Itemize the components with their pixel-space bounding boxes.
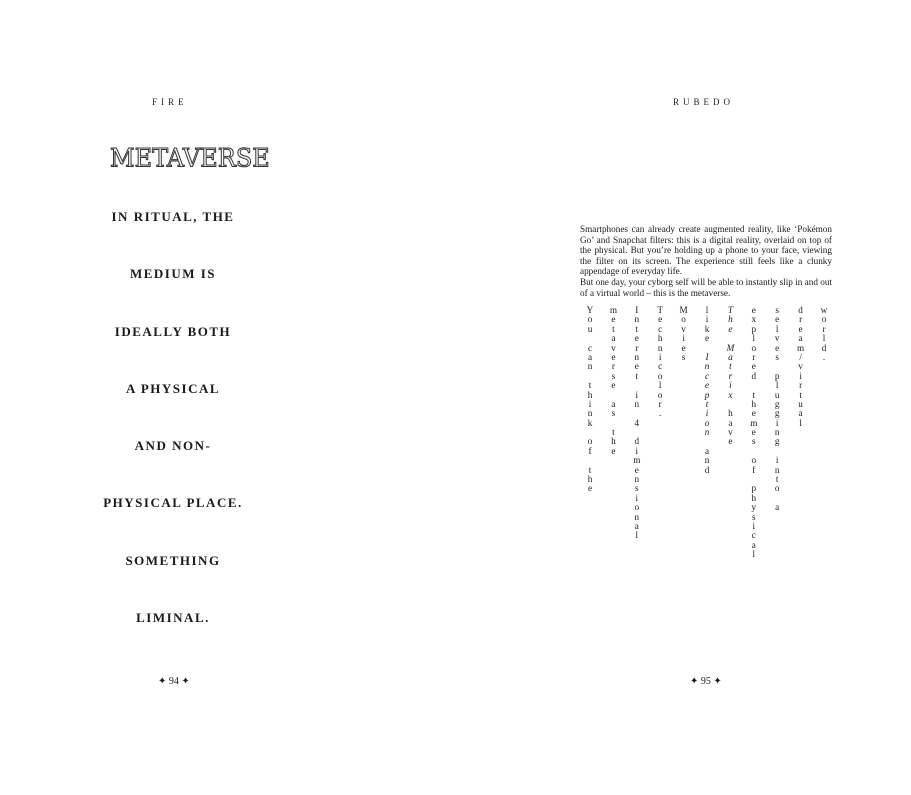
vertical-letter: s xyxy=(775,351,779,362)
vertical-letter: I xyxy=(635,305,639,315)
vertical-letter: h xyxy=(728,408,733,419)
vertical-letter: o xyxy=(634,502,640,513)
body-text xyxy=(580,224,832,298)
vertical-word xyxy=(771,456,783,494)
vertical-letter: I xyxy=(705,351,709,362)
vertical-letter: a xyxy=(798,408,803,419)
verse-line: IN RITUAL, THE xyxy=(111,209,235,224)
vertical-letter: i xyxy=(705,408,709,419)
vertical-letter: t xyxy=(635,370,639,381)
chapter-title: METAVERSE xyxy=(110,143,270,173)
vertical-letter: e xyxy=(634,361,639,372)
verse-line: MEDIUM IS xyxy=(129,266,217,282)
vertical-letter: a xyxy=(634,520,639,531)
vertical-word xyxy=(701,447,713,475)
vertical-word xyxy=(795,306,807,428)
vertical-word xyxy=(631,437,643,540)
vertical-letter: M xyxy=(679,305,688,315)
vertical-letter: o xyxy=(587,314,593,325)
vertical-column xyxy=(724,306,736,447)
vertical-column xyxy=(795,306,807,428)
vertical-column xyxy=(701,306,713,475)
vertical-letter: t xyxy=(775,474,779,485)
vertical-letter: n xyxy=(634,474,640,485)
vertical-letter: l xyxy=(752,549,756,560)
vertical-word xyxy=(771,503,783,512)
vertical-letter: o xyxy=(681,314,686,325)
vertical-letter: a xyxy=(587,351,593,362)
vertical-letter: a xyxy=(728,417,733,428)
vertical-word xyxy=(771,372,783,447)
vertical-letter: c xyxy=(658,323,663,334)
vertical-letter: u xyxy=(774,389,780,400)
vertical-letter: e xyxy=(704,380,710,391)
vertical-letter: t xyxy=(588,464,592,475)
vertical-letter: l xyxy=(775,323,779,334)
vertical-letter: h xyxy=(587,389,593,400)
vertical-letter: m xyxy=(797,342,805,353)
vertical-letter: k xyxy=(587,417,593,428)
vertical-column xyxy=(654,306,666,419)
vertical-letter: h xyxy=(751,398,757,409)
vertical-letter: d xyxy=(751,370,757,381)
vertical-letter: t xyxy=(752,389,756,400)
vertical-letter: e xyxy=(798,323,803,334)
vertical-letter: a xyxy=(798,333,803,344)
vertical-letter: v xyxy=(681,323,686,334)
vertical-word xyxy=(584,437,596,456)
vertical-letter: l xyxy=(752,333,756,344)
vertical-letter: u xyxy=(798,398,803,409)
vertical-letter: c xyxy=(658,361,663,372)
verse-line: A PHYSICAL xyxy=(125,380,221,396)
vertical-column xyxy=(678,306,690,362)
vertical-word xyxy=(748,484,760,559)
verse-line: LIMINAL. xyxy=(136,610,210,626)
vertical-letter: n xyxy=(634,398,640,409)
vertical-letter: a xyxy=(775,502,780,513)
vertical-letter: e xyxy=(634,333,639,344)
vertical-letter: a xyxy=(704,445,710,456)
vertical-letter: t xyxy=(588,380,592,391)
vertical-letter: x xyxy=(751,314,757,325)
vertical-word xyxy=(631,419,643,428)
vertical-letter: t xyxy=(635,323,639,334)
vertical-letter: e xyxy=(587,483,593,494)
vertical-letter: i xyxy=(799,370,802,381)
vertical-letter: t xyxy=(705,398,709,409)
vertical-letter: t xyxy=(799,389,802,400)
vertical-word xyxy=(607,428,619,456)
vertical-letter: w xyxy=(820,305,828,315)
vertical-word xyxy=(631,391,643,410)
vertical-letter: f xyxy=(752,464,756,475)
vertical-letter: i xyxy=(729,380,732,391)
vertical-word xyxy=(631,306,643,381)
vertical-column xyxy=(584,306,596,494)
vertical-letter: v xyxy=(611,342,616,353)
vertical-letter: a xyxy=(611,333,616,344)
vertical-word xyxy=(724,344,736,400)
vertical-letter: l xyxy=(635,530,639,541)
vertical-letter: h xyxy=(587,474,593,485)
vertical-letter: m xyxy=(750,417,758,428)
vertical-letter: p xyxy=(704,389,710,400)
vertical-letter: n xyxy=(634,314,640,325)
vertical-word xyxy=(654,306,666,419)
vertical-word xyxy=(607,400,619,419)
vertical-letter: u xyxy=(587,323,593,334)
vertical-word xyxy=(678,306,690,362)
vertical-letter: s xyxy=(752,511,756,522)
vertical-word xyxy=(584,306,596,334)
right-page xyxy=(455,0,911,795)
vertical-letter: h xyxy=(728,314,733,325)
vertical-letter: e xyxy=(751,361,756,372)
vertical-letter: o xyxy=(751,342,757,353)
vertical-letter: l xyxy=(705,305,709,315)
vertical-column xyxy=(818,306,830,362)
vertical-letter: r xyxy=(822,323,826,334)
vertical-letter: v xyxy=(728,427,733,438)
vertical-letter: r xyxy=(635,342,639,353)
vertical-letter: d xyxy=(634,436,640,447)
vertical-letter: g xyxy=(774,408,780,419)
vertical-letter: d xyxy=(704,464,710,475)
vertical-letter: h xyxy=(751,492,757,503)
vertical-word xyxy=(724,409,736,447)
vertical-letter: / xyxy=(799,351,802,362)
vertical-letter: e xyxy=(681,342,686,353)
vertical-letter: o xyxy=(587,436,593,447)
vertical-letter: i xyxy=(635,445,639,456)
paragraph-1: Smartphones can already create augmented reality, like ‘Pokémon Go’ and Snapchat filters: this is a digital reality, overlaid on top of the physical. But you’re holding up a phone to your face, viewing the filter on its screen. The experience still feels like a clunky appendage of everyday life. xyxy=(580,224,832,277)
vertical-letter: e xyxy=(751,408,756,419)
vertical-letter: T xyxy=(657,305,663,315)
vertical-letter: e xyxy=(751,305,756,315)
vertical-letter: e xyxy=(611,380,616,391)
vertical-letter: i xyxy=(588,398,592,409)
vertical-letter: p xyxy=(751,483,757,494)
vertical-letter: l xyxy=(822,333,826,344)
vertical-letter: i xyxy=(635,389,639,400)
vertical-letter: 4 xyxy=(634,417,640,428)
vertical-letter: i xyxy=(682,333,685,344)
vertical-word xyxy=(607,306,619,391)
vertical-letter: n xyxy=(704,427,710,438)
vertical-letter: r xyxy=(611,361,615,372)
vertical-letter: i xyxy=(705,314,709,325)
verse-line: PHYSICAL PLACE. xyxy=(103,495,243,511)
vertical-word xyxy=(701,306,713,344)
vertical-word xyxy=(748,391,760,447)
vertical-letter: c xyxy=(587,342,593,353)
vertical-letter: e xyxy=(704,333,710,344)
vertical-letter: t xyxy=(612,427,615,438)
vertical-letter: t xyxy=(729,361,732,372)
vertical-letter: i xyxy=(635,492,639,503)
vertical-word xyxy=(701,353,713,438)
vertical-letter: s xyxy=(611,370,616,381)
vertical-letter: r xyxy=(728,370,733,381)
vertical-letter: k xyxy=(704,323,710,334)
vertical-letter: o xyxy=(751,455,757,466)
vertical-word xyxy=(724,306,736,334)
vertical-letter: l xyxy=(658,380,662,391)
vertical-letter: a xyxy=(728,351,733,362)
left-page xyxy=(0,0,455,795)
vertical-letter: i xyxy=(658,351,662,362)
vertical-letter: i xyxy=(752,520,756,531)
vertical-letter: r xyxy=(799,380,803,391)
vertical-column xyxy=(771,306,783,513)
vertical-column xyxy=(631,306,643,541)
vertical-letter: n xyxy=(634,351,640,362)
vertical-letter: n xyxy=(587,361,593,372)
vertical-letter: . xyxy=(822,351,826,362)
vertical-letter: l xyxy=(775,380,779,391)
vertical-letter: r xyxy=(752,351,756,362)
vertical-letter: a xyxy=(611,398,616,409)
running-head-left: FIRE xyxy=(152,97,188,107)
vertical-letter: e xyxy=(611,351,616,362)
vertical-letter: e xyxy=(751,427,756,438)
vertical-letter: p xyxy=(751,323,757,334)
verse-line: IDEALLY BOTH xyxy=(114,323,232,339)
verse-line: AND NON- xyxy=(134,438,212,454)
vertical-letter: n xyxy=(704,455,710,466)
vertical-letter: g xyxy=(774,436,780,447)
vertical-letter: c xyxy=(751,530,756,541)
vertical-letter: e xyxy=(658,314,663,325)
verse-block xyxy=(93,208,253,666)
vertical-letter: r xyxy=(799,314,803,325)
vertical-letter: o xyxy=(657,370,663,381)
vertical-letter: v xyxy=(798,361,803,372)
vertical-letter: e xyxy=(611,314,616,325)
vertical-letter: a xyxy=(751,539,756,550)
vertical-letter: e xyxy=(728,323,733,334)
vertical-word xyxy=(584,381,596,428)
vertical-letter: n xyxy=(587,408,593,419)
verse-line: SOMETHING xyxy=(125,552,221,568)
vertical-letter: d xyxy=(821,342,827,353)
vertical-letter: h xyxy=(611,436,616,447)
vertical-letter: e xyxy=(611,445,616,456)
page-number-right: ✦ 95 ✦ xyxy=(690,676,722,687)
running-head-right: RUBEDO xyxy=(673,97,735,107)
vertical-letter: y xyxy=(751,502,757,513)
vertical-letter: n xyxy=(657,342,663,353)
vertical-letter: i xyxy=(775,455,779,466)
vertical-letter: d xyxy=(798,305,803,315)
vertical-letter: x xyxy=(728,389,733,400)
vertical-word xyxy=(584,344,596,372)
vertical-word xyxy=(748,456,760,475)
vertical-letter: r xyxy=(658,398,662,409)
page-number-left: ✦ 94 ✦ xyxy=(158,676,190,687)
vertical-letter: s xyxy=(752,436,756,447)
vertical-letter: e xyxy=(775,342,780,353)
vertical-word xyxy=(818,306,830,362)
vertical-letter: g xyxy=(774,398,780,409)
vertical-column xyxy=(748,306,760,560)
vertical-letter: l xyxy=(799,417,802,428)
vertical-letter: f xyxy=(588,445,592,456)
vertical-letter: e xyxy=(728,436,733,447)
vertical-word xyxy=(748,306,760,381)
vertical-letter: M xyxy=(726,342,735,353)
vertical-letter: s xyxy=(635,483,639,494)
vertical-letter: n xyxy=(774,464,780,475)
vertical-letter: m xyxy=(609,305,617,315)
vertical-letter: T xyxy=(727,305,733,315)
vertical-letter: Y xyxy=(586,305,594,315)
vertical-letter: s xyxy=(775,305,779,315)
vertical-column xyxy=(607,306,619,456)
vertical-letter: o xyxy=(821,314,827,325)
vertical-letter: t xyxy=(612,323,615,334)
vertical-letter: o xyxy=(704,417,710,428)
vertical-letter: o xyxy=(657,389,663,400)
vertical-letter: s xyxy=(611,408,616,419)
vertical-letter: n xyxy=(774,427,780,438)
vertical-letter: o xyxy=(774,483,780,494)
vertical-letter: m xyxy=(633,455,641,466)
paragraph-2: But one day, your cyborg self will be able to instantly slip in and out of a virtual world – this is the metaverse. xyxy=(580,276,832,298)
vertical-letter: h xyxy=(657,333,663,344)
vertical-letter: e xyxy=(775,314,780,325)
vertical-letter: s xyxy=(681,351,686,362)
vertical-letter: v xyxy=(774,333,780,344)
vertical-letter: . xyxy=(659,408,662,419)
vertical-letter: c xyxy=(704,370,710,381)
vertical-word xyxy=(771,306,783,362)
vertical-letter: n xyxy=(704,361,710,372)
vertical-letter: n xyxy=(634,511,640,522)
vertical-letter: p xyxy=(774,370,780,381)
vertical-letter: i xyxy=(775,417,779,428)
vertical-letter: e xyxy=(634,464,639,475)
vertical-word xyxy=(584,466,596,494)
